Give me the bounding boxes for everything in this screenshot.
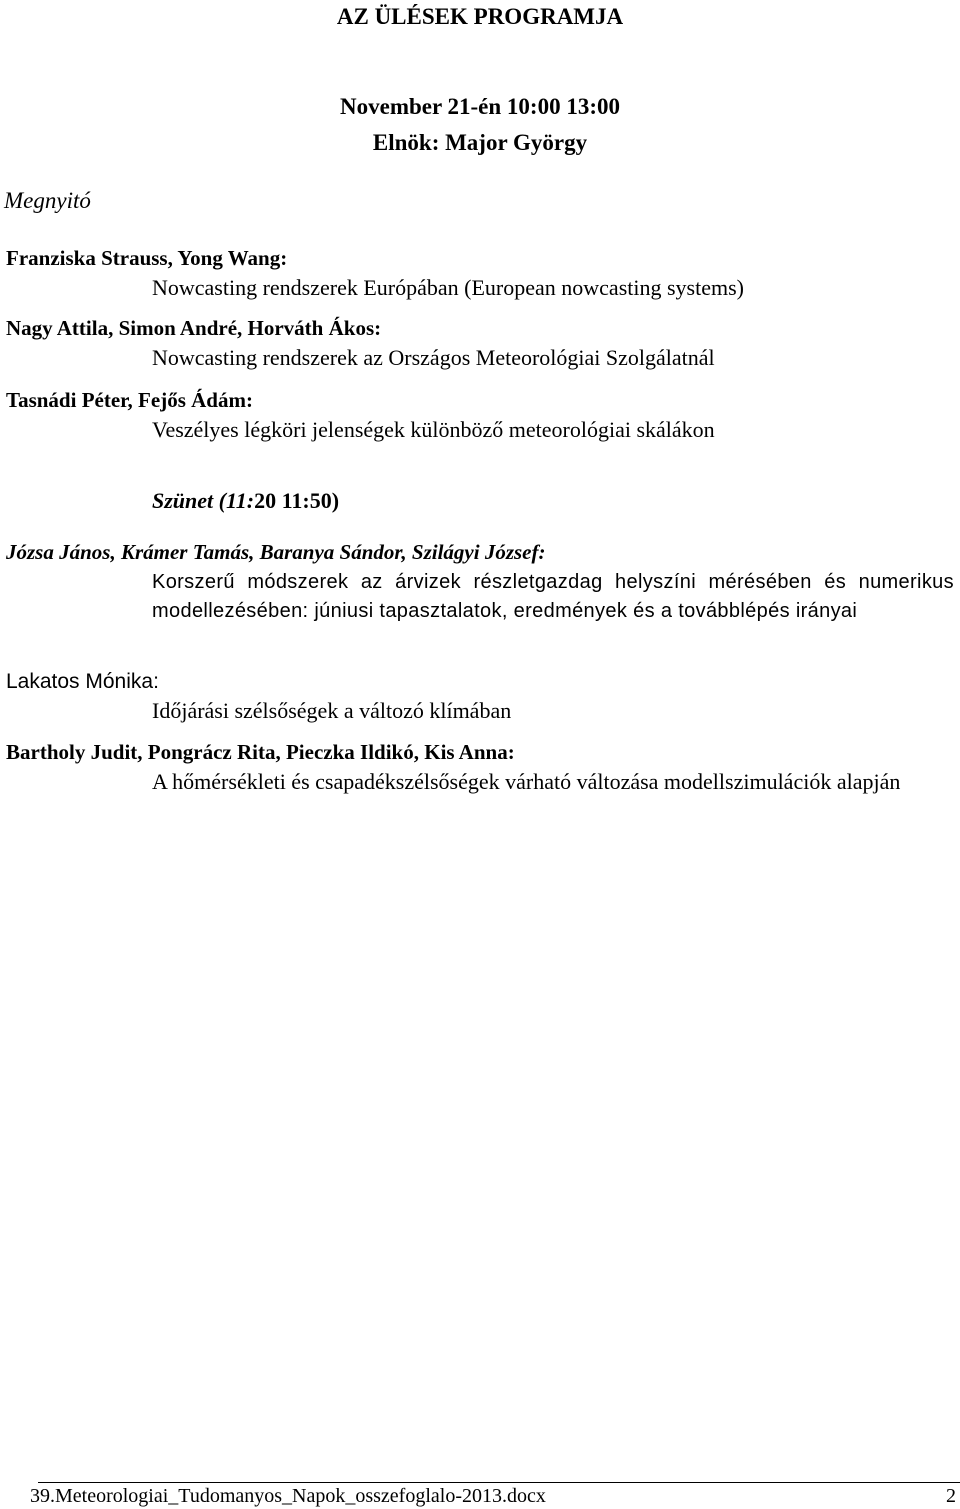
talk-authors: Bartholy Judit, Pongrácz Rita, Pieczka Ildikó, Kis Anna: <box>6 740 515 764</box>
talk-authors: Nagy Attila, Simon André, Horváth Ákos: <box>6 316 382 340</box>
talk-title: Korszerű módszerek az árvizek részletgazdag helyszíni mérésében és numerikus modellezésében: júniusi tapasztalatok, eredmények és a továbblépés irányai <box>152 571 954 622</box>
talk-title: Veszélyes légköri jelenségek különböző meteorológiai skálákon <box>152 417 715 442</box>
session-time: November 21-én 10:00 13:00 <box>340 94 620 119</box>
talk-authors: Franziska Strauss, Yong Wang: <box>6 246 288 270</box>
talk-title: Időjárási szélsőségek a változó klímában <box>152 698 512 723</box>
talk-title: Nowcasting rendszerek az Országos Meteorológiai Szolgálatnál <box>152 345 715 370</box>
session-chair: Elnök: Major György <box>372 130 588 155</box>
footer-divider <box>38 1482 960 1483</box>
talk-title: A hőmérsékleti és csapadékszélsőségek várható változása modellszimulációk alapján <box>152 769 901 794</box>
page-title: AZ ÜLÉSEK PROGRAMJA <box>336 4 624 29</box>
break-range: 20 11:50) <box>254 488 340 513</box>
talk-authors: Tasnádi Péter, Fejős Ádám: <box>6 388 253 412</box>
footer-page-number: 2 <box>946 1485 956 1507</box>
talk-authors: Lakatos Mónika: <box>6 670 159 693</box>
opening-label: Megnyitó <box>4 188 91 213</box>
break-time <box>152 486 339 515</box>
talk-title: Nowcasting rendszerek Európában (European nowcasting systems) <box>152 275 744 300</box>
break-label: Szünet (11: <box>152 488 255 513</box>
footer-filename: 39.Meteorologiai_Tudomanyos_Napok_osszefoglalo-2013.docx <box>30 1485 546 1507</box>
talk-authors: Józsa János, Krámer Tamás, Baranya Sándor, Szilágyi József: <box>6 540 546 564</box>
